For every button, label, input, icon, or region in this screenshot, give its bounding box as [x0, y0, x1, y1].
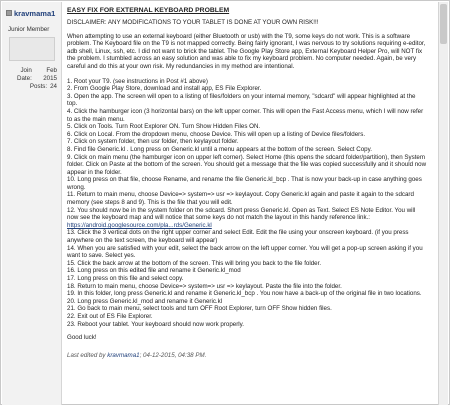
scrollbar-thumb[interactable] [440, 4, 447, 44]
step-item: 21. Go back to main menu, select tools and turn OFF Root Explorer, turn OFF Show hidden files. [67, 305, 332, 313]
post-content [67, 7, 427, 402]
join-date-label: Join Date: [17, 67, 32, 82]
join-date-value: Feb 2015 [43, 67, 57, 82]
user-title: Junior Member [8, 26, 50, 33]
post-title: EASY FIX FOR EXTERNAL KEYBOARD PROBLEM [67, 7, 230, 14]
step-item: 23. Reboot your tablet. Your keyboard should now work properly. [67, 320, 245, 328]
step-item: 11. Return to main menu, choose Device=> system=> usr => keylayout. Copy Generic.kl again and paste it again to the sdcard memory (see steps 8 and 9). This is the file that you will edit. [67, 191, 414, 207]
avatar[interactable] [9, 37, 55, 61]
step-item: 5. Click on Tools. Turn Root Explorer ON. Turn Show Hidden Files ON. [67, 123, 261, 131]
step-item: 8. Find file Generic.kl . Long press on Generic.kl until a menu appears at the bottom of the screen. Select Copy. [67, 145, 372, 153]
step-item: 3. Open the app. The screen will open to a listing of files/folders on your internal memory, "sdcard" will appear highlighted at the top. [67, 92, 416, 108]
step-item: 16. Long press on this edited file and rename it Generic.kl_mod [67, 267, 241, 275]
vertical-scrollbar[interactable] [438, 2, 448, 405]
step-item: 20. Long press Generic.kl_mod and rename it Generic.kl [67, 297, 223, 305]
disclaimer: DISCLAIMER: ANY MODIFICATIONS TO YOUR TABLET IS DONE AT YOUR OWN RISK!!! [67, 19, 319, 26]
step-item: 9. Click on main menu (the hamburger icon on upper left corner). Select Home (this opens the sdcard folder/partition), then System folder. Click on Paste at the bottom of the screen. You should get a message that the file was copied successfully and it should now appear in the folder. [67, 153, 427, 176]
step-item: 18. Return to main menu, choose Device=> system=> usr => keylayout. Paste the file into the folder. [67, 282, 342, 290]
posts-value: 24 [50, 83, 57, 90]
editor-link[interactable]: kravmama1 [107, 351, 140, 359]
step-item: 22. Exit out of ES File Explorer. [67, 312, 153, 320]
step-item: 1. Root your T9. (see instructions in Post #1 above) [67, 77, 208, 85]
step-item: 6. Click on Local. From the dropdown menu, choose Device. This will open up a listing of Device files/folders. [67, 130, 366, 138]
intro-paragraph: When attempting to use an external keyboard (either Bluetooth or usb) with the T9, some keys do not work. This is a software problem. The Keyboard file on the T9 is not mapped correctly. Being fairly ignorant, I was nervous to try solutions requiring e-editor, adb shell, Linux, ssh, etc. I did not want to brick the tablet. The Google Play Store app, External Keyboard Helper Pro, will NOT fix the problem. I stumbled across an easy solution and was able to fix my keyboard problem. No computer needed. Again, be very careful and do this at your own risk. My redundancies in my method are intentional. [67, 32, 426, 70]
step-item: 13. Click the 3 vertical dots on the right upper corner and select Edit. Edit the file using your onscreen keyboard. (if you press anywhere on the text screen, the keyboard will appear) [67, 229, 409, 245]
edit-date: ; 04-12-2015, 04:38 PM. [139, 351, 207, 359]
step-item: 7. Click on system folder, then usr folder, then keylayout folder. [67, 138, 239, 146]
user-bar [2, 2, 61, 24]
step-item: 12. You should now be in the system folder on the sdcard. Short press Generic.kl. Open as Text. Select ES Note Editor. You will now see the keyboard map and will notice that some keys do not match the layout in this handy reference link.: [67, 206, 416, 222]
edit-note [67, 352, 427, 360]
user-panel [2, 2, 62, 405]
posts-label: Posts: [29, 83, 48, 90]
user-info [2, 67, 61, 91]
step-item: 14. When you are satisfied with your edit, select the back arrow on the left upper corner. You will get a pop-up screen asking if you want to save. Select yes. [67, 244, 423, 260]
edit-prefix: Last edited by [67, 351, 106, 359]
step-item: 10. Long press on that file, choose Rename, and rename the file Generic.kl_bcp . That is now your back-up in case anything goes wrong. [67, 176, 422, 191]
username-link[interactable]: kravmama1 [14, 8, 56, 18]
reference-link[interactable]: https://android.googlesource.com/pla...rds/Generic.kl [67, 221, 212, 229]
online-status-icon [6, 10, 12, 16]
step-item: 2. From Google Play Store, download and install app, ES File Explorer. [67, 85, 262, 93]
step-item: 17. Long press on this file and select copy. [67, 275, 184, 282]
step-item: 4. Click the hamburger icon (3 horizontal bars) on the left upper corner. This will open the Fast Access menu, which I will now refer to as the main menu. [67, 107, 424, 123]
step-item: 19. In this folder, long press Generic.kl and rename it Generic.kl_bcp . You now have a back-up of the original file in two locations. [67, 290, 422, 298]
step-item: 15. Click the back arrow at the bottom of the screen. This will bring you back to the file folder. [67, 259, 322, 267]
steps-list [67, 78, 427, 329]
closing-text: Good luck! [67, 334, 97, 342]
